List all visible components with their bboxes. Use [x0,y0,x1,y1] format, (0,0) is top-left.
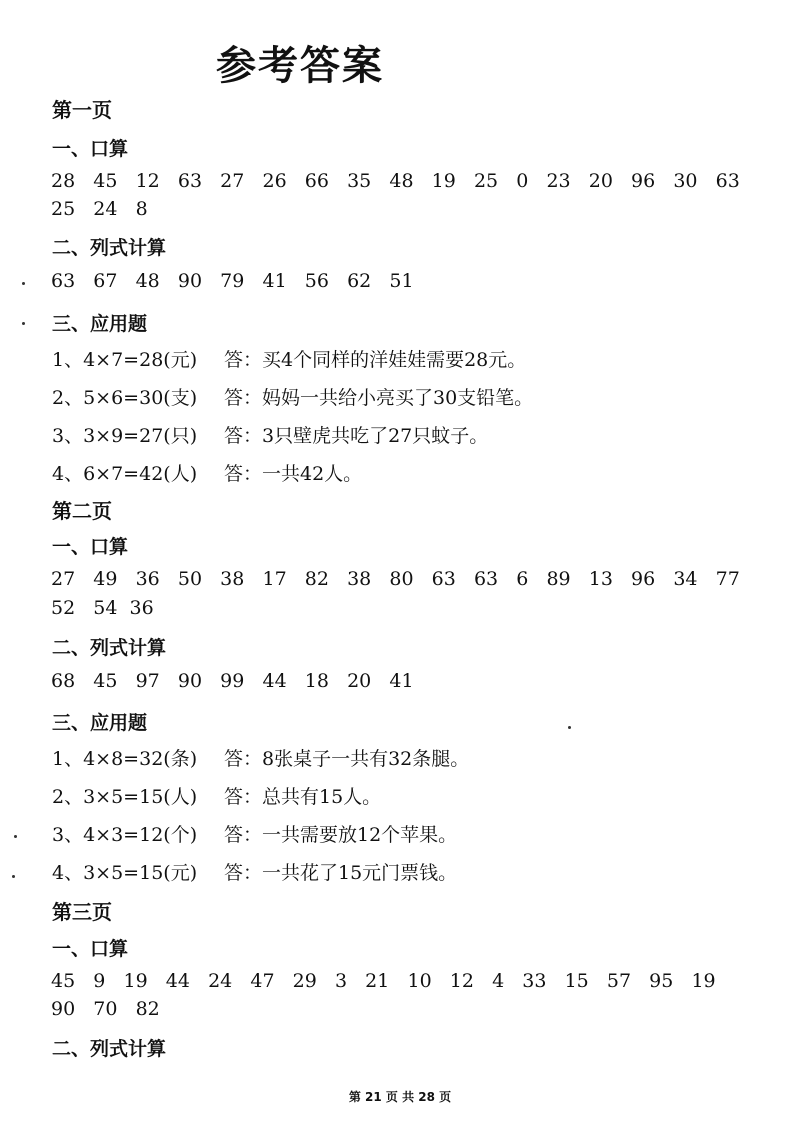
word-problem-item [52,459,362,486]
problem-equation: 4、6×7=42(人) [52,463,198,485]
word-problem-item [52,421,488,448]
scan-speck [14,835,17,838]
section-page-3-heading: 第三页 [52,900,112,924]
word-problem-item [52,345,526,372]
problem-equation: 4、3×5=15(元) [52,862,198,884]
page-footer: 第 21 页 共 28 页 [348,1090,452,1104]
oral-calc-heading: 一、口算 [52,536,129,558]
column-calc-heading: 二、列式计算 [52,1038,167,1060]
scan-speck [22,322,25,325]
problem-answer: 答：妈妈一共给小亮买了30支铅笔。 [224,387,534,409]
problem-equation: 3、4×3=12(个) [52,824,198,846]
column-calc-heading: 二、列式计算 [52,637,167,659]
problem-equation: 3、3×9=27(只) [52,425,198,447]
problem-answer: 答：总共有15人。 [224,786,382,808]
scan-speck [22,282,25,285]
problem-equation: 1、4×8=32(条) [52,748,198,770]
problem-equation: 2、5×6=30(支) [52,387,198,409]
problem-answer: 答：一共42人。 [224,463,363,485]
oral-calc-answers-line: 45 9 19 44 24 47 29 3 21 10 12 4 33 15 57 95 19 [51,970,716,992]
oral-calc-answers-line: 25 24 8 [51,198,148,220]
scan-speck [568,726,571,729]
oral-calc-answers-line: 28 45 12 63 27 26 66 35 48 19 25 0 23 20 96 30 63 [51,170,740,192]
word-problem-item [52,782,381,809]
oral-calc-heading: 一、口算 [52,138,129,160]
section-page-2-heading: 第二页 [52,499,112,523]
oral-calc-heading: 一、口算 [52,938,129,960]
page-title: 参考答案 [216,43,384,89]
oral-calc-answers-line: 27 49 36 50 38 17 82 38 80 63 63 6 89 13 96 34 77 [51,568,740,590]
problem-answer: 答：一共需要放12个苹果。 [224,824,458,846]
column-calc-answers-line: 63 67 48 90 79 41 56 62 51 [51,270,414,292]
oral-calc-answers-line: 52 54 36 [51,597,154,619]
word-problem-item [52,383,533,410]
oral-calc-answers-line: 90 70 82 [51,998,160,1020]
scan-speck [12,875,15,878]
problem-answer: 答：买4个同样的洋娃娃需要28元。 [224,349,527,371]
column-calc-heading: 二、列式计算 [52,237,167,259]
column-calc-answers-line: 68 45 97 90 99 44 18 20 41 [51,670,414,692]
word-problems-heading: 三、应用题 [52,712,148,734]
word-problem-item [52,820,457,847]
problem-equation: 1、4×7=28(元) [52,349,198,371]
word-problem-item [52,744,469,771]
problem-answer: 答：8张桌子一共有32条腿。 [224,748,470,770]
word-problem-item [52,858,457,885]
word-problems-heading: 三、应用题 [52,313,148,335]
problem-equation: 2、3×5=15(人) [52,786,198,808]
problem-answer: 答：3只壁虎共吃了27只蚊子。 [224,425,489,447]
section-page-1-heading: 第一页 [52,98,112,122]
problem-answer: 答：一共花了15元门票钱。 [224,862,458,884]
